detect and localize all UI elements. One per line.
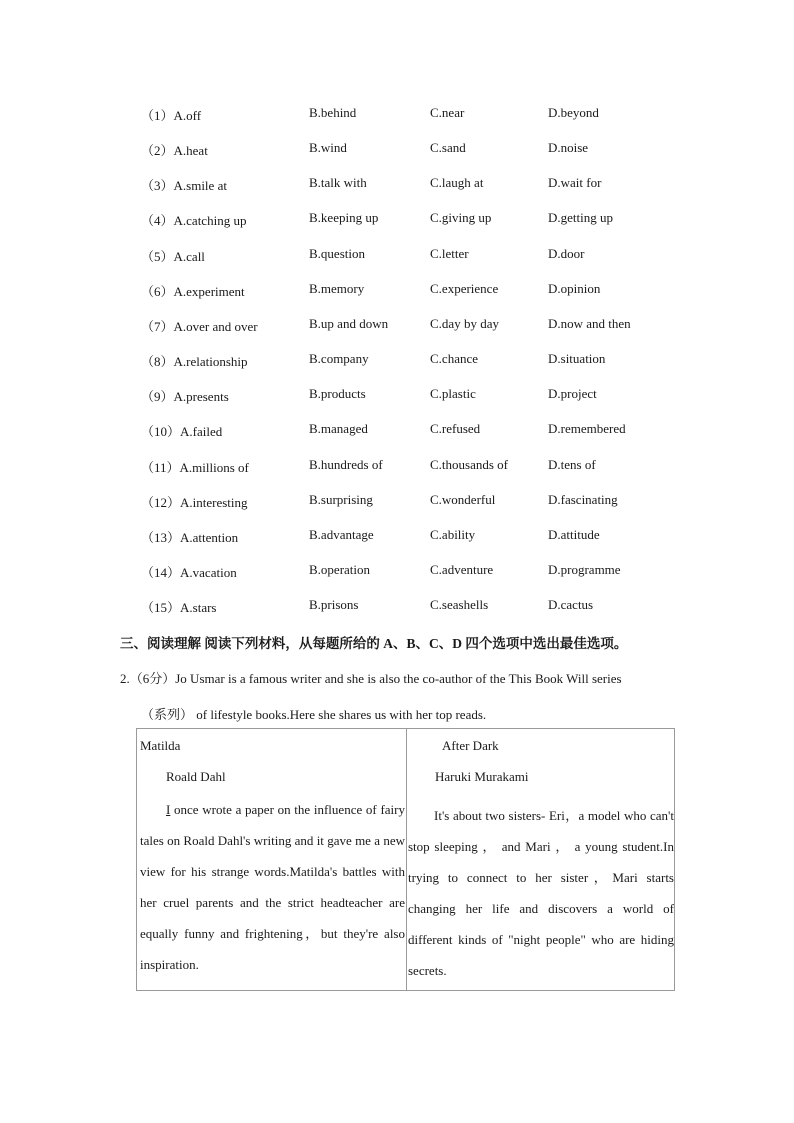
option-b [309, 597, 358, 613]
option-text: B.managed [309, 421, 368, 436]
option-d [548, 316, 631, 332]
option-d [548, 105, 599, 121]
option-text: B.keeping up [309, 210, 379, 225]
option-a [141, 597, 216, 616]
option-b [309, 140, 347, 156]
question-number: （13） [141, 530, 181, 545]
option-d [548, 175, 601, 191]
option-text: C.near [430, 105, 465, 120]
option-text: B.talk with [309, 175, 367, 190]
option-c [430, 105, 464, 121]
option-c [430, 386, 476, 402]
option-text: C.letter [430, 246, 469, 261]
option-b [309, 421, 368, 437]
option-a [141, 105, 201, 124]
option-row [0, 421, 794, 441]
option-text: A.relationship [173, 354, 248, 369]
option-row [0, 597, 794, 617]
option-b [309, 316, 388, 332]
option-text: C.giving up [430, 210, 492, 225]
option-row [0, 351, 794, 371]
option-text: B.prisons [309, 597, 359, 612]
option-d [548, 140, 588, 156]
option-text: B.up and down [309, 316, 389, 331]
question-number: （9） [141, 389, 174, 404]
option-text: B.advantage [309, 527, 374, 542]
option-text: A.stars [180, 600, 217, 615]
option-b [309, 386, 366, 402]
option-d [548, 246, 584, 262]
book-review [408, 800, 674, 986]
question-number: （4） [141, 213, 174, 228]
option-text: C.laugh at [430, 175, 484, 190]
option-text: D.programme [548, 562, 621, 577]
option-text: C.chance [430, 351, 479, 366]
option-a [141, 457, 249, 476]
option-row [0, 562, 794, 582]
option-d [548, 527, 600, 543]
option-text: C.ability [430, 527, 476, 542]
question-number: （5） [141, 249, 174, 264]
option-text: A.call [173, 249, 205, 264]
option-d [548, 351, 605, 367]
option-d [548, 562, 621, 578]
option-text: B.surprising [309, 492, 373, 507]
option-text: C.seashells [430, 597, 489, 612]
option-text: C.adventure [430, 562, 494, 577]
option-d [548, 386, 597, 402]
option-text: D.getting up [548, 210, 613, 225]
option-text: A.off [173, 108, 202, 123]
option-text: D.cactus [548, 597, 594, 612]
option-c [430, 351, 478, 367]
option-text: C.plastic [430, 386, 476, 401]
question-number: （14） [141, 565, 181, 580]
option-text: C.thousands of [430, 457, 508, 472]
option-text: D.project [548, 386, 597, 401]
option-row [0, 386, 794, 406]
option-b [309, 175, 367, 191]
option-text: A.vacation [180, 565, 237, 580]
book-title: After Dark [442, 738, 499, 753]
option-a [141, 210, 246, 229]
option-a [141, 492, 248, 511]
option-text: A.failed [180, 424, 223, 439]
option-text: B.products [309, 386, 366, 401]
option-b [309, 210, 378, 226]
option-text: B.hundreds of [309, 457, 383, 472]
option-a [141, 386, 229, 405]
option-text: C.sand [430, 140, 466, 155]
option-d [548, 421, 626, 437]
question-number: （10） [141, 424, 181, 439]
question-number: （6） [141, 284, 174, 299]
option-text: C.experience [430, 281, 499, 296]
option-b [309, 281, 364, 297]
option-text: A.catching up [173, 213, 247, 228]
question-number: （11） [141, 460, 180, 475]
option-row [0, 246, 794, 266]
option-d [548, 457, 596, 473]
option-a [141, 140, 208, 159]
option-d [548, 597, 593, 613]
option-row [0, 281, 794, 301]
option-b [309, 457, 383, 473]
option-text: C.wonderful [430, 492, 496, 507]
option-a [141, 421, 222, 440]
first-letter: I [166, 802, 171, 817]
option-text: A.presents [173, 389, 229, 404]
option-b [309, 246, 365, 262]
option-c [430, 316, 499, 332]
option-text: D.situation [548, 351, 606, 366]
option-text: B.operation [309, 562, 371, 577]
option-row [0, 105, 794, 125]
option-b [309, 351, 369, 367]
option-row [0, 316, 794, 336]
option-text: A.experiment [173, 284, 245, 299]
question-number: （1） [141, 108, 174, 123]
question-number: （7） [141, 319, 174, 334]
book-review [140, 794, 405, 980]
option-text: D.noise [548, 140, 589, 155]
option-d [548, 210, 613, 226]
option-text: D.beyond [548, 105, 599, 120]
option-c [430, 492, 495, 508]
option-text: C.refused [430, 421, 481, 436]
section-title: 三、阅读理解 阅读下列材料，从每题所给的 A、B、C、D 四个选项中选出最佳选项。 [120, 636, 628, 651]
book-title: Matilda [140, 738, 181, 753]
option-text: D.wait for [548, 175, 602, 190]
option-c [430, 457, 508, 473]
option-text: C.day by day [430, 316, 499, 331]
option-c [430, 246, 469, 262]
option-text: B.question [309, 246, 365, 261]
option-text: A.millions of [179, 460, 249, 475]
option-c [430, 421, 480, 437]
option-text: A.smile at [173, 178, 227, 193]
option-c [430, 175, 483, 191]
question-number: （15） [141, 600, 181, 615]
option-d [548, 492, 618, 508]
option-c [430, 562, 493, 578]
option-row [0, 210, 794, 230]
option-b [309, 492, 373, 508]
option-text: B.company [309, 351, 369, 366]
option-b [309, 527, 374, 543]
option-text: D.remembered [548, 421, 626, 436]
option-text: D.attitude [548, 527, 600, 542]
option-row [0, 492, 794, 512]
option-a [141, 562, 237, 581]
option-text: A.over and over [173, 319, 258, 334]
option-a [141, 281, 245, 300]
option-row [0, 140, 794, 160]
option-d [548, 281, 600, 297]
option-row [0, 175, 794, 195]
option-text: A.attention [180, 530, 239, 545]
option-text: B.memory [309, 281, 365, 296]
question-intro-line2: （系列） of lifestyle books.Here she shares us with her top reads. [141, 707, 487, 722]
option-row [0, 457, 794, 477]
option-a [141, 316, 258, 335]
question-intro-line1: 2.（6分）Jo Usmar is a famous writer and she is also the co-author of the This Book Will series [120, 671, 622, 686]
question-number: （2） [141, 143, 174, 158]
option-text: A.interesting [180, 495, 248, 510]
question-number: （12） [141, 495, 181, 510]
option-row [0, 527, 794, 547]
column-divider [406, 729, 407, 990]
option-text: D.tens of [548, 457, 596, 472]
option-b [309, 562, 370, 578]
option-c [430, 281, 498, 297]
option-a [141, 527, 238, 546]
book-author: Haruki Murakami [435, 769, 529, 784]
option-a [141, 175, 227, 194]
option-a [141, 351, 248, 370]
option-text: D.door [548, 246, 585, 261]
option-text: A.heat [173, 143, 208, 158]
option-a [141, 246, 205, 265]
option-c [430, 210, 491, 226]
option-text: B.behind [309, 105, 357, 120]
book-author: Roald Dahl [166, 769, 226, 784]
option-b [309, 105, 356, 121]
question-number: （3） [141, 178, 174, 193]
option-c [430, 597, 488, 613]
option-c [430, 140, 466, 156]
review-text: It's about two sisters- Eri，a model who can't stop sleeping ， and Mari ， a young student.In trying to connect to her sister，Mari starts changing her life and discovers a world of different kinds of "night people" who are hiding secrets. [408, 808, 674, 978]
reading-passage-table [136, 728, 675, 991]
option-text: D.now and then [548, 316, 631, 331]
option-c [430, 527, 475, 543]
option-text: D.fascinating [548, 492, 618, 507]
option-text: D.opinion [548, 281, 601, 296]
review-text: once wrote a paper on the influence of fairy tales on Roald Dahl's writing and it gave me a new view for his strange words.Matilda's battles with her cruel parents and the strict headteacher are equally funny and frightening，but they're also inspiration. [140, 802, 405, 972]
question-number: （8） [141, 354, 174, 369]
option-text: B.wind [309, 140, 347, 155]
